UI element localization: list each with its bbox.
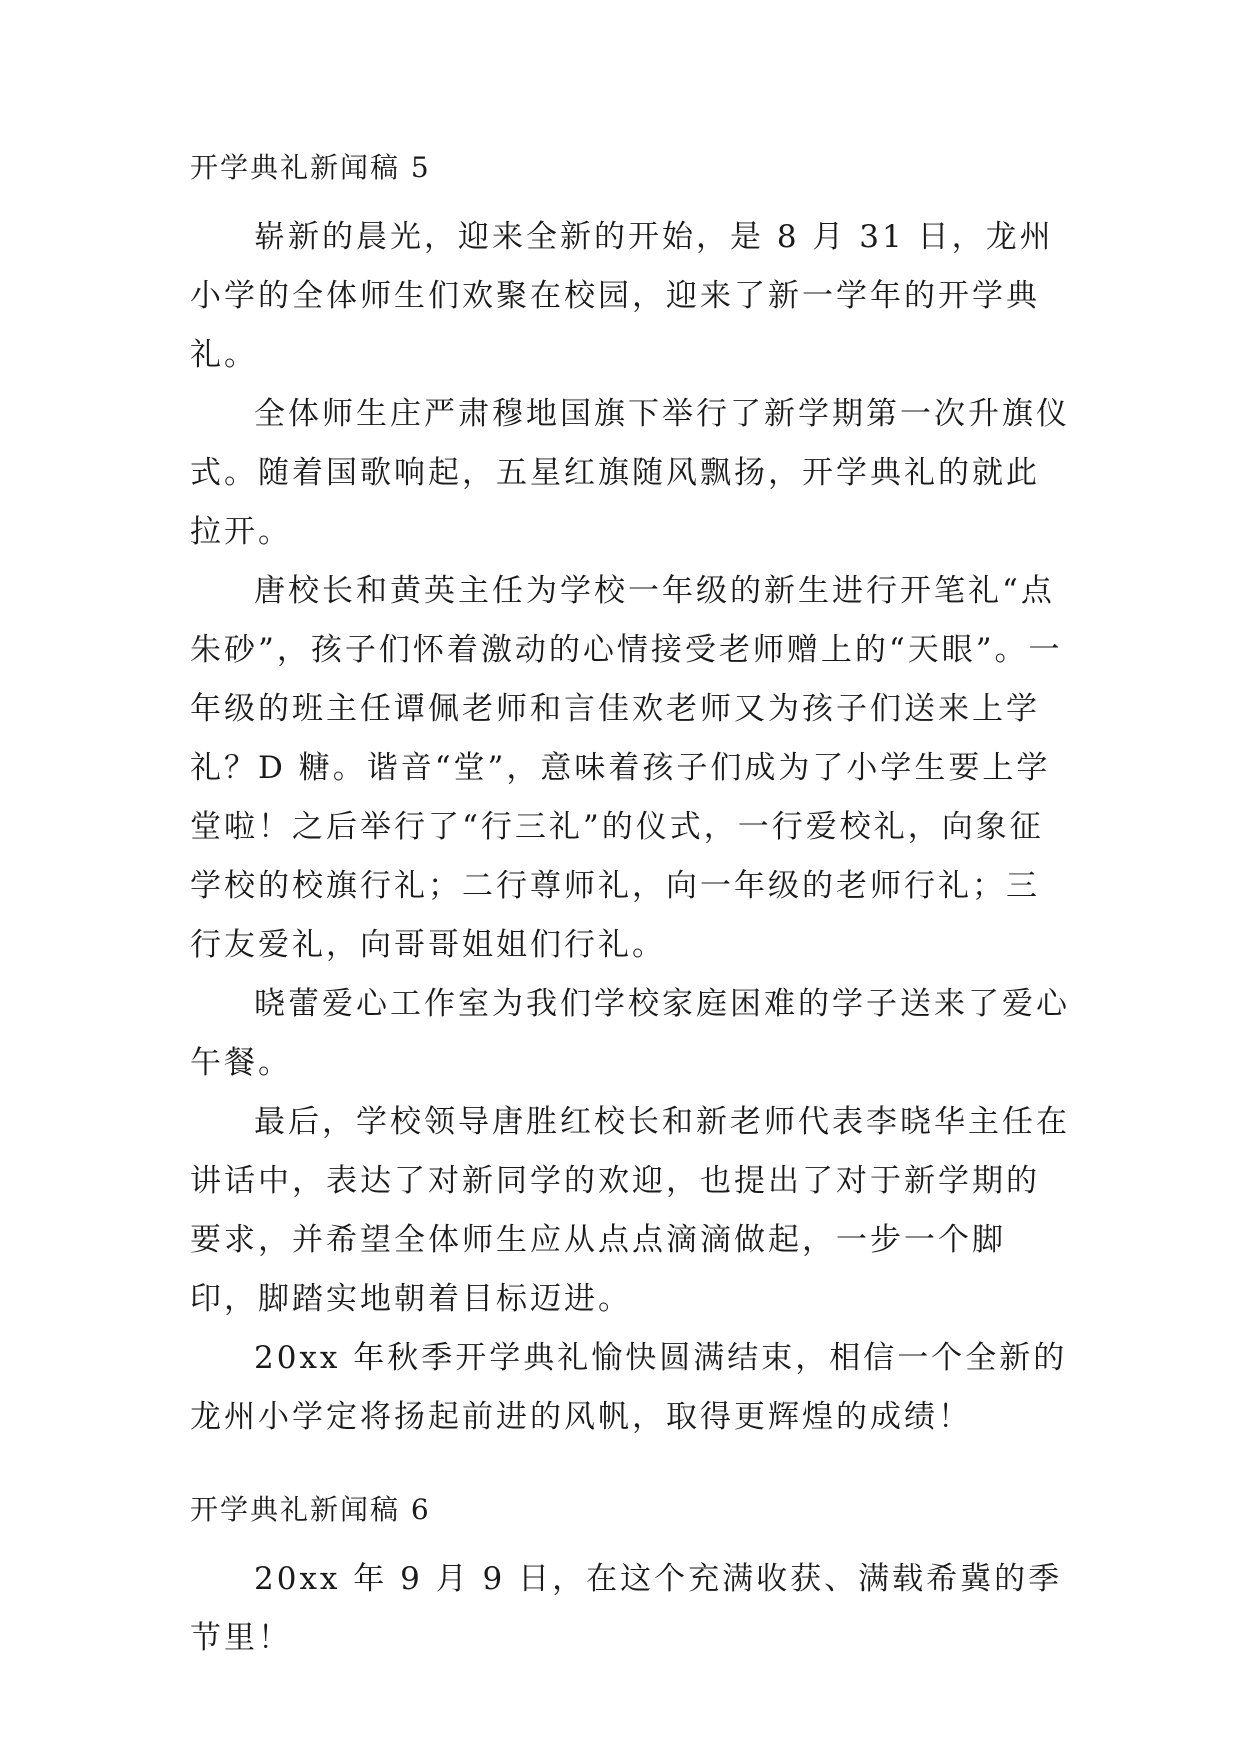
paragraph: 唐校长和黄英主任为学校一年级的新生进行开笔礼“点朱砂”，孩子们怀着激动的心情接受老师赠上的“天眼”。一年级的班主任谭佩老师和言佳欢老师又为孩子们送来上学礼？D 糖。谐音“堂”，意味着孩子们成为了小学生要上学堂啦！之后举行了“行三礼”的仪式，一行爱校礼，向象征学校的校旗行礼；二行尊师礼，向一年级的老师行礼；三行友爱礼，向哥哥姐姐们行礼。 <box>190 573 1063 963</box>
section-heading: 开学典礼新闻稿 6 <box>190 1493 431 1526</box>
paragraph: 最后，学校领导唐胜红校长和新老师代表李晓华主任在讲话中，表达了对新同学的欢迎，也提出了对于新学期的要求，并希望全体师生应从点点滴滴做起，一步一个脚印，脚踏实地朝着目标迈进。 <box>190 1104 1070 1317</box>
section-spacer <box>190 1447 1070 1492</box>
paragraph: 崭新的晨光，迎来全新的开始，是 8 月 31 日，龙州小学的全体师生们欢聚在校园，迎来了新一学年的开学典礼。 <box>190 219 1054 373</box>
paragraph: 20xx 年 9 月 9 日，在这个充满收获、满载希冀的季节里！ <box>190 1561 1063 1656</box>
paragraph: 20xx 年秋季开学典礼愉快圆满结束，相信一个全新的龙州小学定将扬起前进的风帆，取得更辉煌的成绩！ <box>190 1340 1068 1435</box>
document-body <box>190 150 1070 1668</box>
paragraph: 全体师生庄严肃穆地国旗下举行了新学期第一次升旗仪式。随着国歌响起，五星红旗随风飘扬，开学典礼的就此拉开。 <box>190 396 1070 550</box>
paragraph: 晓蕾爱心工作室为我们学校家庭困难的学子送来了爱心午餐。 <box>190 986 1070 1081</box>
section-heading: 开学典礼新闻稿 5 <box>190 151 431 184</box>
